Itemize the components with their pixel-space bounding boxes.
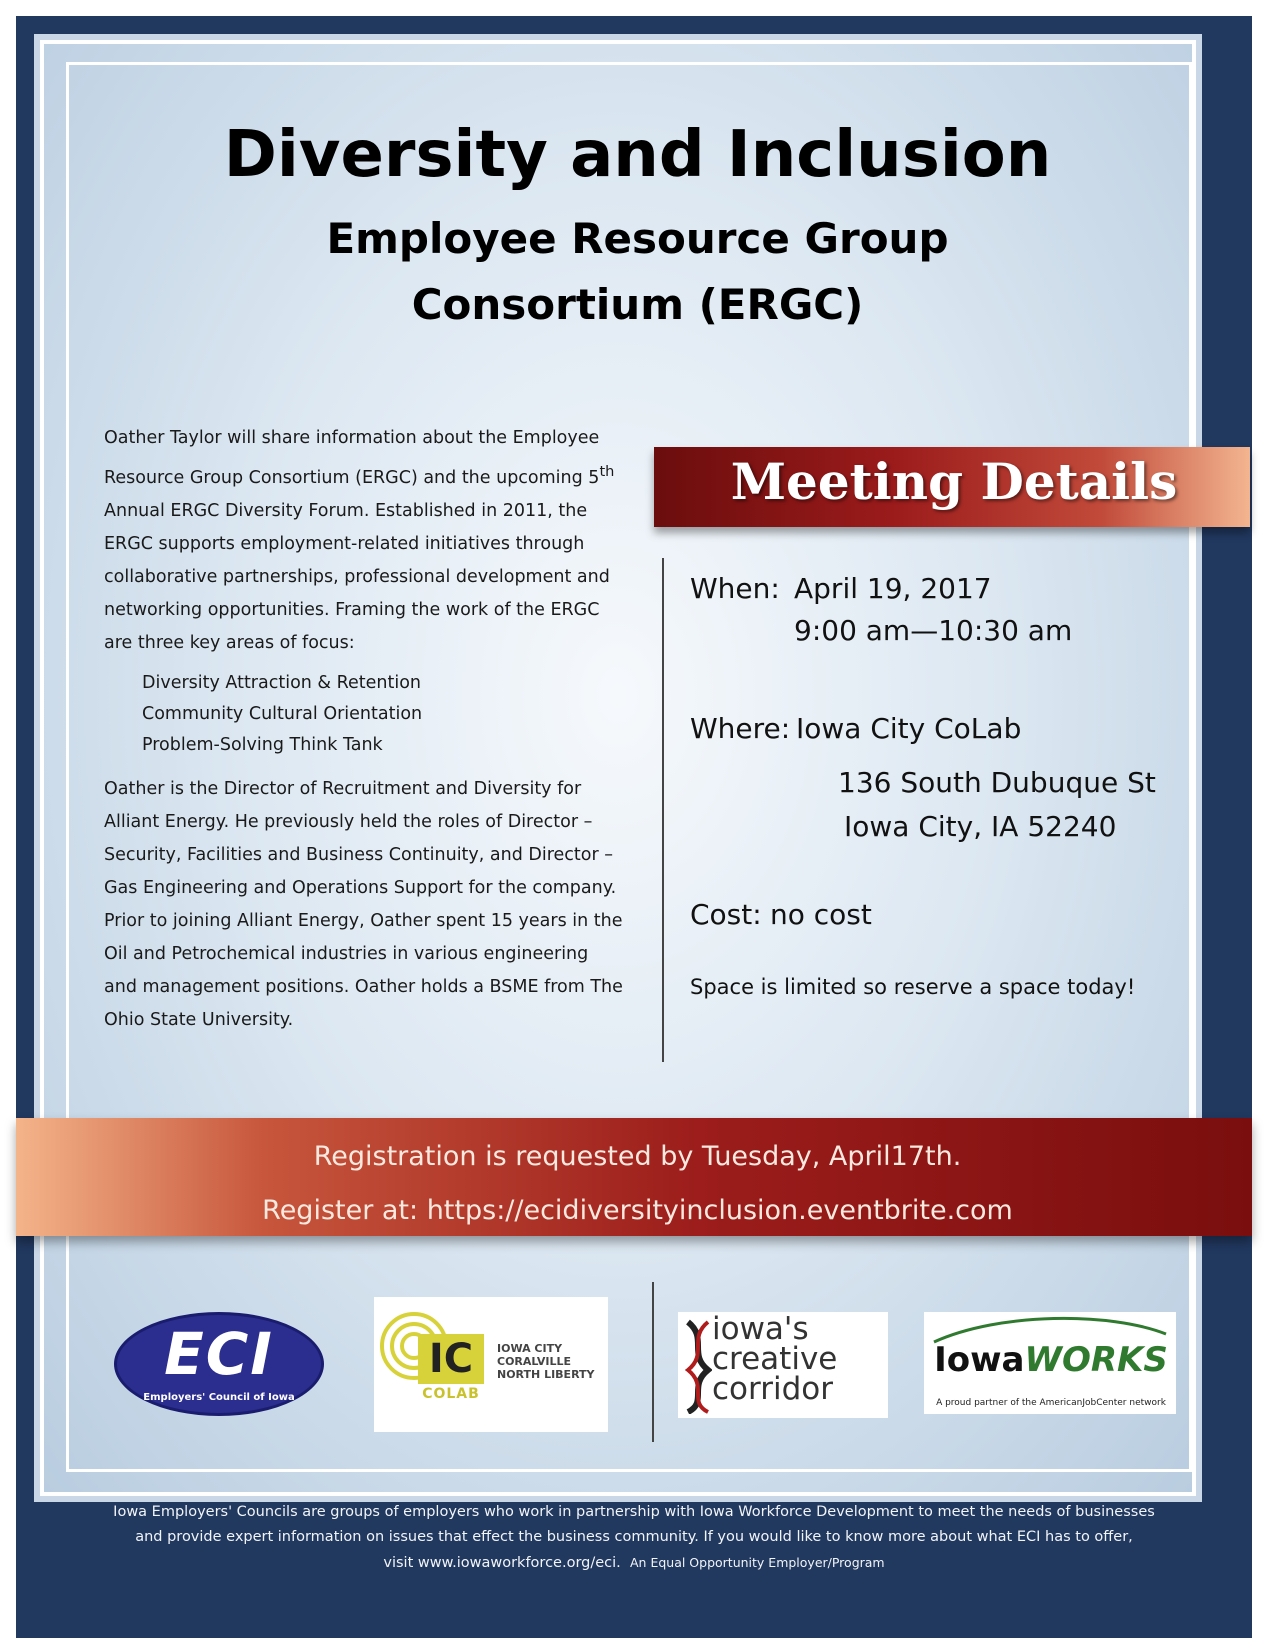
colab-cities: IOWA CITY CORALVILLE NORTH LIBERTY [497,1342,595,1381]
iowaworks-wordmark: IowaWORKS [934,1340,1168,1380]
focus-area-list [142,668,624,761]
intro-paragraph: Oather Taylor will share information about the Employee Resource Group Consortium (ERGC) and the upcoming 5th Annual ERGC Diversity Forum. Established in 2011, the ERGC supports employment-related initiatives through collaborative partnerships, professional development and networking opportunities. Framing the work of the ERGC are three key areas of focus: [104,428,615,653]
cost-label: Cost: [690,898,762,931]
logo-divider [652,1282,654,1442]
footer-text: Iowa Employers' Councils are groups of employers who work in partnership with Iowa Workforce Development to meet the needs of businesses and provide expert information on issues that effect the business community. If you would like to know more about what ECI has to offer, visit www.iowaworkforce.org/eci. An Equal Opportunity Employer/Program [113,1504,1155,1571]
where-street: 136 South Dubuque St [838,766,1156,799]
colab-ic-mark: IC [418,1334,484,1384]
where-place: Iowa City CoLab [796,712,1022,745]
colab-wordmark: COLAB [422,1386,480,1402]
intro-column [104,422,624,1045]
list-item: Community Cultural Orientation [142,703,423,724]
bio-paragraph: Oather is the Director of Recruitment and Diversity for Alliant Energy. He previously held the roles of Director – Security, Facilities and Business Continuity, and Director – Gas Engineering and Operations Support for the company. Prior to joining Alliant Energy, Oather spent 15 years in the Oil and Petrochemical industries in various engineering and management positions. Oather holds a BSME from The Ohio State University. [104,778,623,1030]
iowaworks-caption: A proud partner of the AmericanJobCenter network [936,1398,1166,1408]
when-label: When: [690,572,780,605]
space-limited-note: Space is limited so reserve a space today! [690,975,1136,999]
cost-value: no cost [770,898,872,931]
where-city: Iowa City, IA 52240 [844,810,1117,843]
dna-helix-icon [684,1318,712,1414]
subtitle-line-1: Employee Resource Group [326,214,949,263]
creative-corridor-wordmark: iowa's creative corridor [712,1311,838,1407]
page-title: Diversity and Inclusion [223,118,1052,192]
list-item: Problem-Solving Think Tank [142,734,383,755]
when-time: 9:00 am—10:30 am [794,614,1073,647]
registration-deadline: Registration is requested by Tuesday, April17th. [313,1141,962,1172]
eci-logo-mark: ECI [164,1320,274,1388]
eci-logo-caption: Employers' Council of Iowa [143,1392,295,1403]
where-label: Where: [690,712,791,745]
when-date: April 19, 2017 [794,572,992,605]
column-divider [662,558,664,1062]
list-item: Diversity Attraction & Retention [142,672,422,693]
meeting-details-heading: Meeting Details [730,452,1178,511]
subtitle-line-2: Consortium (ERGC) [411,280,864,329]
registration-link[interactable]: Register at: https://ecidiversityinclusion.eventbrite.com [262,1195,1013,1226]
